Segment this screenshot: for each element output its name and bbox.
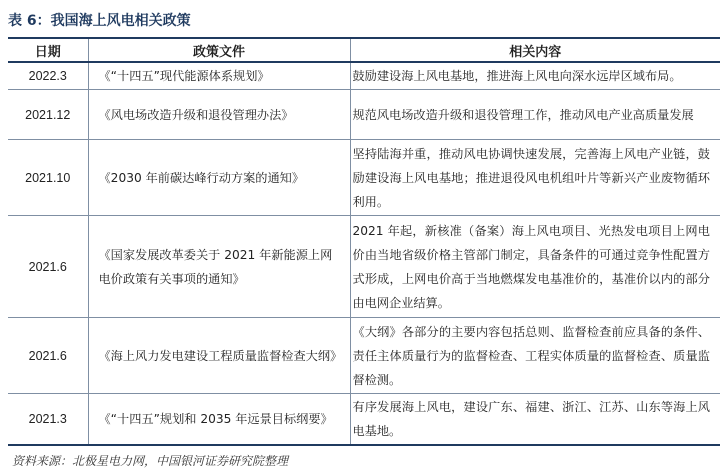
row-related-content: 2021 年起，新核准（备案）海上风电项目、光热发电项目上网电价由当地省级价格主管部门制定，具备条件的可通过竞争性配置方式形成，上网电价高于当地燃煤发电基准价的，基准价以内的部分由电网企业结算。 <box>350 216 720 318</box>
row-policy-document: 《“十四五”现代能源体系规划》 <box>88 62 350 90</box>
row-related-content: 规范风电场改造升级和退役管理工作，推动风电产业高质量发展 <box>350 90 720 140</box>
table-row <box>8 140 720 216</box>
row-date: 2021.6 <box>28 259 67 274</box>
table-row <box>8 90 720 140</box>
row-policy-document: 《“十四五”规划和 2035 年远景目标纲要》 <box>88 394 350 446</box>
header-related-content: 相关内容 <box>350 38 720 62</box>
row-policy-document: 《国家发展改革委关于 2021 年新能源上网电价政策有关事项的通知》 <box>88 216 350 318</box>
row-policy-document: 《风电场改造升级和退役管理办法》 <box>88 90 350 140</box>
table-row <box>8 394 720 446</box>
table-row <box>8 216 720 318</box>
row-policy-document: 《2030 年前碳达峰行动方案的通知》 <box>88 140 350 216</box>
row-date: 2021.12 <box>25 107 71 122</box>
policy-table <box>8 37 720 446</box>
header-policy-document: 政策文件 <box>88 38 350 62</box>
row-policy-document: 《海上风力发电建设工程质量监督检查大纲》 <box>88 318 350 394</box>
row-date: 2021.10 <box>25 170 71 185</box>
row-date: 2021.3 <box>28 412 67 426</box>
source-note: 资料来源：北极星电力网，中国银河证券研究院整理 <box>12 454 289 468</box>
row-related-content: 坚持陆海并重，推动风电协调快速发展，完善海上风电产业链，鼓励建设海上风电基地；推进退役风电机组叶片等新兴产业废物循环利用。 <box>350 140 720 216</box>
row-date: 2021.6 <box>28 348 67 363</box>
table-header-row <box>8 38 720 62</box>
table-row <box>8 318 720 394</box>
row-date: 2022.3 <box>28 69 67 83</box>
table-title: 表 6：我国海上风电相关政策 <box>8 13 191 29</box>
row-related-content: 《大纲》各部分的主要内容包括总则、监督检查前应具备的条件、责任主体质量行为的监督检查、工程实体质量的监督检查、质量监督检测。 <box>350 318 720 394</box>
row-related-content: 有序发展海上风电，建设广东、福建、浙江、江苏、山东等海上风电基地。 <box>350 394 720 446</box>
header-date: 日期 <box>34 44 61 60</box>
row-related-content: 鼓励建设海上风电基地，推进海上风电向深水远岸区域布局。 <box>350 62 720 90</box>
table-row <box>8 62 720 90</box>
